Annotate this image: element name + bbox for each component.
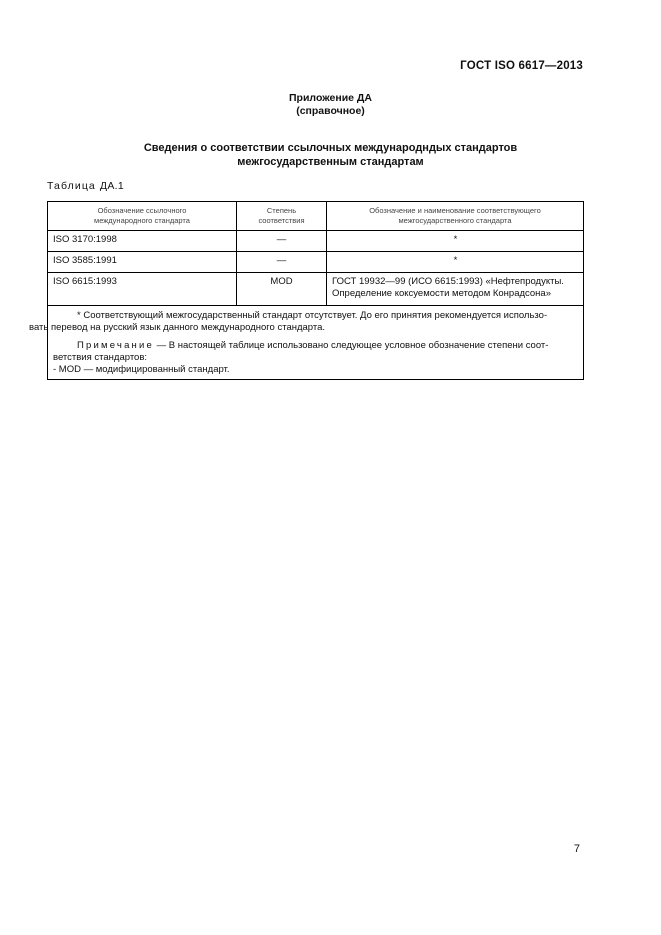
- appendix-subtitle: (справочное): [296, 105, 365, 117]
- table-caption: [47, 180, 124, 192]
- main-title: [0, 141, 661, 169]
- header-degree: Степень соответствия: [237, 202, 327, 231]
- table-caption-number: ДА.1: [99, 180, 124, 192]
- appendix-heading: [0, 92, 661, 118]
- table-notes-row: [48, 306, 584, 380]
- cell-standard: ISO 3170:1998: [48, 231, 237, 252]
- note-label: Примечание: [77, 340, 154, 351]
- note-item: - MOD — модифицированный стандарт.: [53, 364, 230, 375]
- footnote: * Соответствующий межгосударственный стандарт отсутствует. До его принятия рекомендуется использо- вать перевод на русский язык данного международного стандарта.: [29, 310, 548, 333]
- main-title-line-2: межгосударственным стандартам: [237, 156, 424, 168]
- document-code: ГОСТ ISO 6617—2013: [460, 60, 583, 72]
- header-correspondent: Обозначение и наименование соответствующего межгосударственного стандарта: [327, 202, 584, 231]
- appendix-title: Приложение ДА: [289, 92, 372, 104]
- table-caption-label: Таблица: [47, 180, 96, 192]
- page-number: 7: [573, 843, 580, 855]
- cell-standard: ISO 6615:1993: [48, 273, 237, 306]
- cell-correspondent: *: [327, 231, 584, 252]
- cell-degree: —: [237, 252, 327, 273]
- table-row: [48, 252, 584, 273]
- table-row: [48, 273, 584, 306]
- header-standard: Обозначение ссылочного международного стандарта: [48, 202, 237, 231]
- cell-correspondent: *: [327, 252, 584, 273]
- table-header-row: [48, 202, 584, 231]
- table-row: [48, 231, 584, 252]
- note: Примечание — В настоящей таблице использовано следующее условное обозначение степени соот- ветствия стандартов:: [53, 340, 549, 363]
- cell-degree: —: [237, 231, 327, 252]
- main-title-line-1: Сведения о соответствии ссылочных международндых стандартов: [143, 142, 518, 154]
- cell-degree: MOD: [237, 273, 327, 306]
- cell-standard: ISO 3585:1991: [48, 252, 237, 273]
- correspondence-table: [29, 201, 584, 380]
- cell-correspondent: ГОСТ 19932—99 (ИСО 6615:1993) «Нефтепродукты. Определение коксуемости методом Конрадсона»: [327, 273, 584, 306]
- table-notes: [29, 306, 584, 380]
